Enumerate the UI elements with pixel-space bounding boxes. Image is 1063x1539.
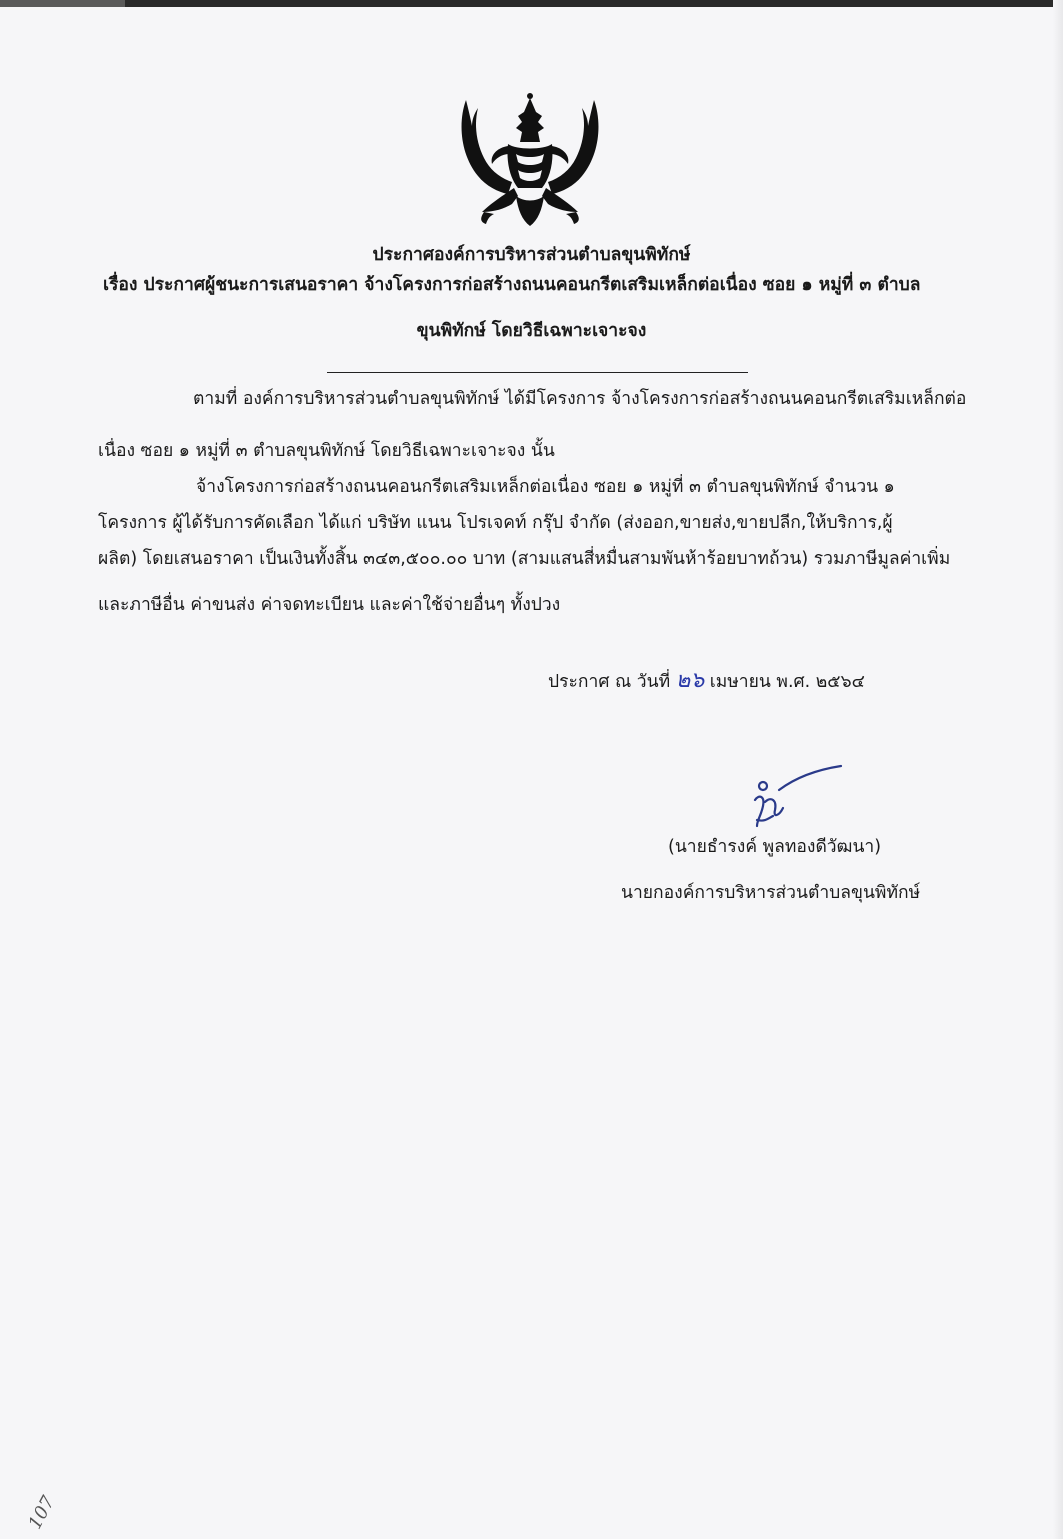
scan-right-edge xyxy=(1053,0,1063,1539)
signatory-position: นายกองค์การบริหารส่วนตำบลขุนพิทักษ์ xyxy=(621,883,921,903)
date-month-year: เมษายน พ.ศ. ๒๕๖๔ xyxy=(709,672,865,692)
subject-line-2: ขุนพิทักษ์ โดยวิธีเฉพาะเจาะจง xyxy=(416,321,647,341)
paragraph-2-line-2: โครงการ ผู้ได้รับการคัดเลือก ได้แก่ บริษัท แนน โปรเจคท์ กรุ๊ป จำกัด (ส่งออก,ขายส่ง,ขายปลีก,ให้บริการ,ผู้ xyxy=(98,513,893,533)
paragraph-1-line-2: เนื่อง ซอย ๑ หมู่ที่ ๓ ตำบลขุนพิทักษ์ โดยวิธีเฉพาะเจาะจง นั้น xyxy=(98,441,555,461)
scan-top-edge xyxy=(0,0,1063,7)
margin-page-note: 107 xyxy=(24,1492,60,1533)
paragraph-2-line-3: ผลิต) โดยเสนอราคา เป็นเงินทั้งสิ้น ๓๔๓,๕๐๐.๐๐ บาท (สามแสนสี่หมื่นสามพันห้าร้อยบาทถ้วน) รวมภาษีมูลค่าเพิ่ม xyxy=(98,549,951,569)
garuda-emblem-icon xyxy=(456,92,604,232)
title-divider xyxy=(327,372,748,373)
announcement-date xyxy=(548,670,865,693)
paragraph-2-line-4: และภาษีอื่น ค่าขนส่ง ค่าจดทะเบียน และค่าใช้จ่ายอื่นๆ ทั้งปวง xyxy=(98,595,561,615)
paragraph-1-line-1: ตามที่ องค์การบริหารส่วนตำบลขุนพิทักษ์ ได้มีโครงการ จ้างโครงการก่อสร้างถนนคอนกรีตเสริมเหล็กต่อ xyxy=(193,389,967,409)
announcement-title: ประกาศองค์การบริหารส่วนตำบลขุนพิทักษ์ xyxy=(372,245,691,265)
paragraph-2-line-1: จ้างโครงการก่อสร้างถนนคอนกรีตเสริมเหล็กต่อเนื่อง ซอย ๑ หมู่ที่ ๓ ตำบลขุนพิทักษ์ จำนวน ๑ xyxy=(196,477,895,497)
handwritten-signature xyxy=(735,760,850,845)
subject-line-1: เรื่อง ประกาศผู้ชนะการเสนอราคา จ้างโครงการก่อสร้างถนนคอนกรีตเสริมเหล็กต่อเนื่อง ซอย ๑ หมู่ที่ ๓ ตำบล xyxy=(103,275,921,295)
signatory-name: (นายธำรงค์ พูลทองดีวัฒนา) xyxy=(668,837,882,857)
date-prefix: ประกาศ ณ วันที่ xyxy=(548,672,671,692)
date-day-handwritten: ๒๖ xyxy=(675,668,705,693)
